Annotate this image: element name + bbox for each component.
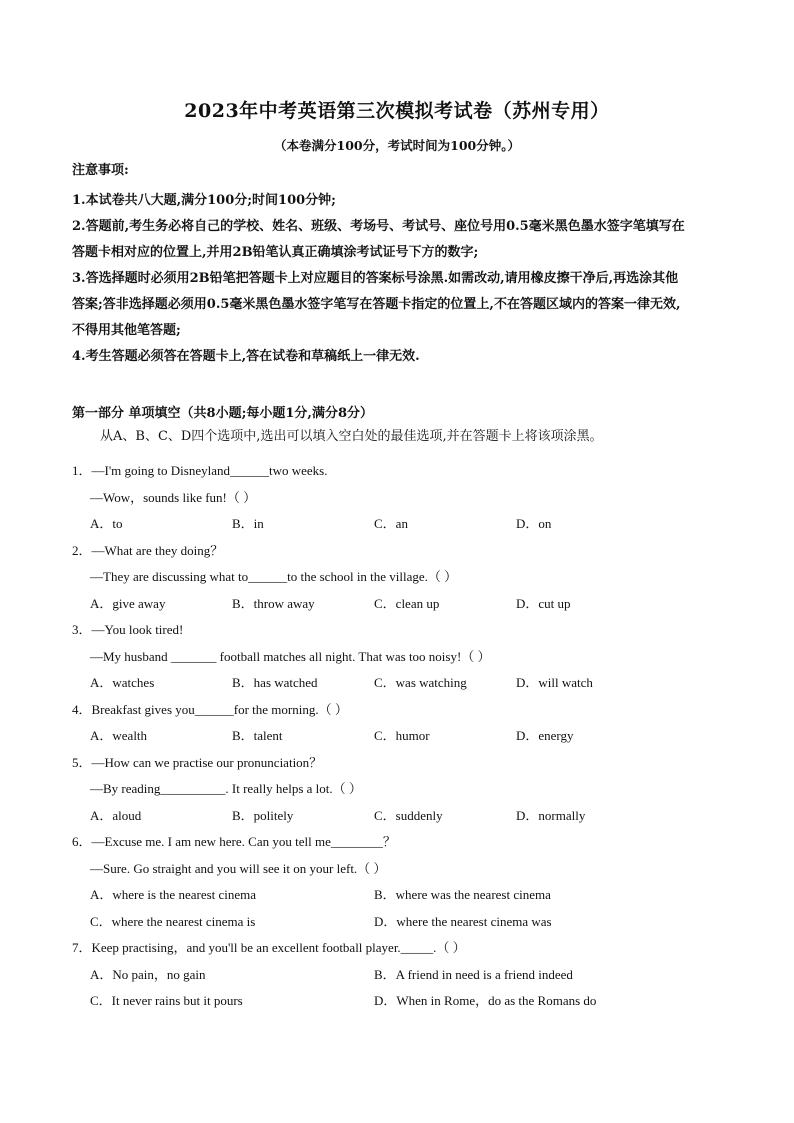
option-d: D．When in Rome，do as the Romans do [374, 993, 597, 1008]
option-b: B．throw away [232, 595, 315, 611]
options-row [72, 511, 732, 538]
question-item [72, 829, 732, 935]
options-row [72, 723, 732, 750]
question-reply: —My husband _______ football matches all night. That was too noisy!（ ） [90, 648, 491, 664]
question-item [72, 538, 732, 618]
option-c: C．humor [374, 728, 430, 743]
notes-line: 1.本试卷共八大题,满分100分;时间100分钟; [72, 193, 336, 208]
option-c: C．suddenly [374, 807, 443, 823]
option-b: B．in [232, 516, 264, 531]
question-stem: 2．—What are they doing？ [72, 542, 224, 558]
option-d: D．energy [516, 728, 574, 743]
question-reply: —By reading__________. It really helps a lot.（ ） [90, 781, 362, 796]
option-b: B．talent [232, 728, 283, 743]
option-d: D．on [516, 516, 552, 531]
option-c: C．was watching [374, 675, 467, 690]
question-item [72, 458, 732, 538]
notes-heading: 注意事项: [72, 163, 129, 178]
option-b: B．has watched [232, 675, 318, 690]
page-title: 2023年中考英语第三次模拟考试卷（苏州专用） [184, 100, 610, 122]
option-c: C．where the nearest cinema is [90, 913, 256, 929]
notes-line: 不得用其他笔答题; [72, 323, 181, 338]
question-item [72, 697, 732, 750]
option-a: A．watches [90, 675, 155, 690]
question-list [72, 458, 732, 1015]
option-c: C．clean up [374, 595, 440, 611]
notes-line: 答案;答非选择题必须用0.5毫米黑色墨水签字笔写在答题卡指定的位置上,不在答题区域内的答案一律无效, [72, 297, 681, 312]
section-heading: 第一部分 单项填空（共8小题;每小题1分,满分8分） [72, 406, 373, 421]
option-d: D．normally [516, 807, 586, 823]
option-d: D．cut up [516, 595, 571, 611]
options-row [72, 591, 732, 618]
question-item [72, 617, 732, 697]
option-b: B．politely [232, 807, 294, 823]
section-part-one [72, 404, 732, 450]
option-a: A．where is the nearest cinema [90, 887, 257, 902]
option-d: D．where the nearest cinema was [374, 913, 552, 929]
question-stem: 4．Breakfast gives you______for the morning.（ ） [72, 701, 348, 717]
question-stem: 3．—You look tired! [72, 622, 184, 637]
option-c: C．an [374, 516, 408, 531]
question-stem: 6．—Excuse me. I am new here. Can you tell me________？ [72, 834, 396, 849]
notes-line: 4.考生答题必须答在答题卡上,答在试卷和草稿纸上一律无效. [72, 349, 420, 364]
page-subtitle: （本卷满分100分，考试时间为100分钟。） [274, 138, 520, 153]
question-reply: —Wow，sounds like fun!（ ） [90, 489, 257, 505]
notes-line: 3.答选择题时必须用2B铅笔把答题卡上对应题目的答案标号涂黑.如需改动,请用橡皮擦干净后,再选涂其他 [72, 271, 679, 286]
question-stem: 7．Keep practising，and you'll be an excellent football player._____.（ ） [72, 940, 466, 955]
option-d: D．will watch [516, 675, 593, 690]
options-row [72, 670, 732, 697]
question-item [72, 750, 732, 830]
question-item [72, 935, 732, 1015]
option-a: A．No pain，no gain [90, 966, 206, 982]
options-row [72, 962, 732, 989]
option-a: A．aloud [90, 807, 142, 823]
option-a: A．give away [90, 595, 166, 611]
notes-line: 2.答题前,考生务必将自己的学校、姓名、班级、考场号、考试号、座位号用0.5毫米黑色墨水签字笔填写在 [72, 219, 685, 234]
option-c: C．It never rains but it pours [90, 993, 243, 1008]
option-a: A．to [90, 516, 123, 531]
question-reply: —They are discussing what to______to the school in the village.（ ） [90, 569, 458, 584]
question-reply: —Sure. Go straight and you will see it on your left.（ ） [90, 860, 387, 876]
options-row [72, 882, 732, 909]
options-row [72, 988, 732, 1015]
options-row [72, 803, 732, 830]
option-a: A．wealth [90, 728, 148, 743]
section-instruction: 从A、B、C、D四个选项中,选出可以填入空白处的最佳选项,并在答题卡上将该项涂黑。 [100, 429, 603, 444]
notes-line: 答题卡相对应的位置上,并用2B铅笔认真正确填涂考试证号下方的数字; [72, 245, 479, 260]
option-b: B．A friend in need is a friend indeed [374, 966, 573, 982]
notes-block [72, 162, 732, 370]
option-b: B．where was the nearest cinema [374, 887, 551, 902]
options-row [72, 909, 732, 936]
question-stem: 1．—I'm going to Disneyland______two weeks. [72, 463, 328, 478]
question-stem: 5．—How can we practise our pronunciation？ [72, 754, 323, 770]
